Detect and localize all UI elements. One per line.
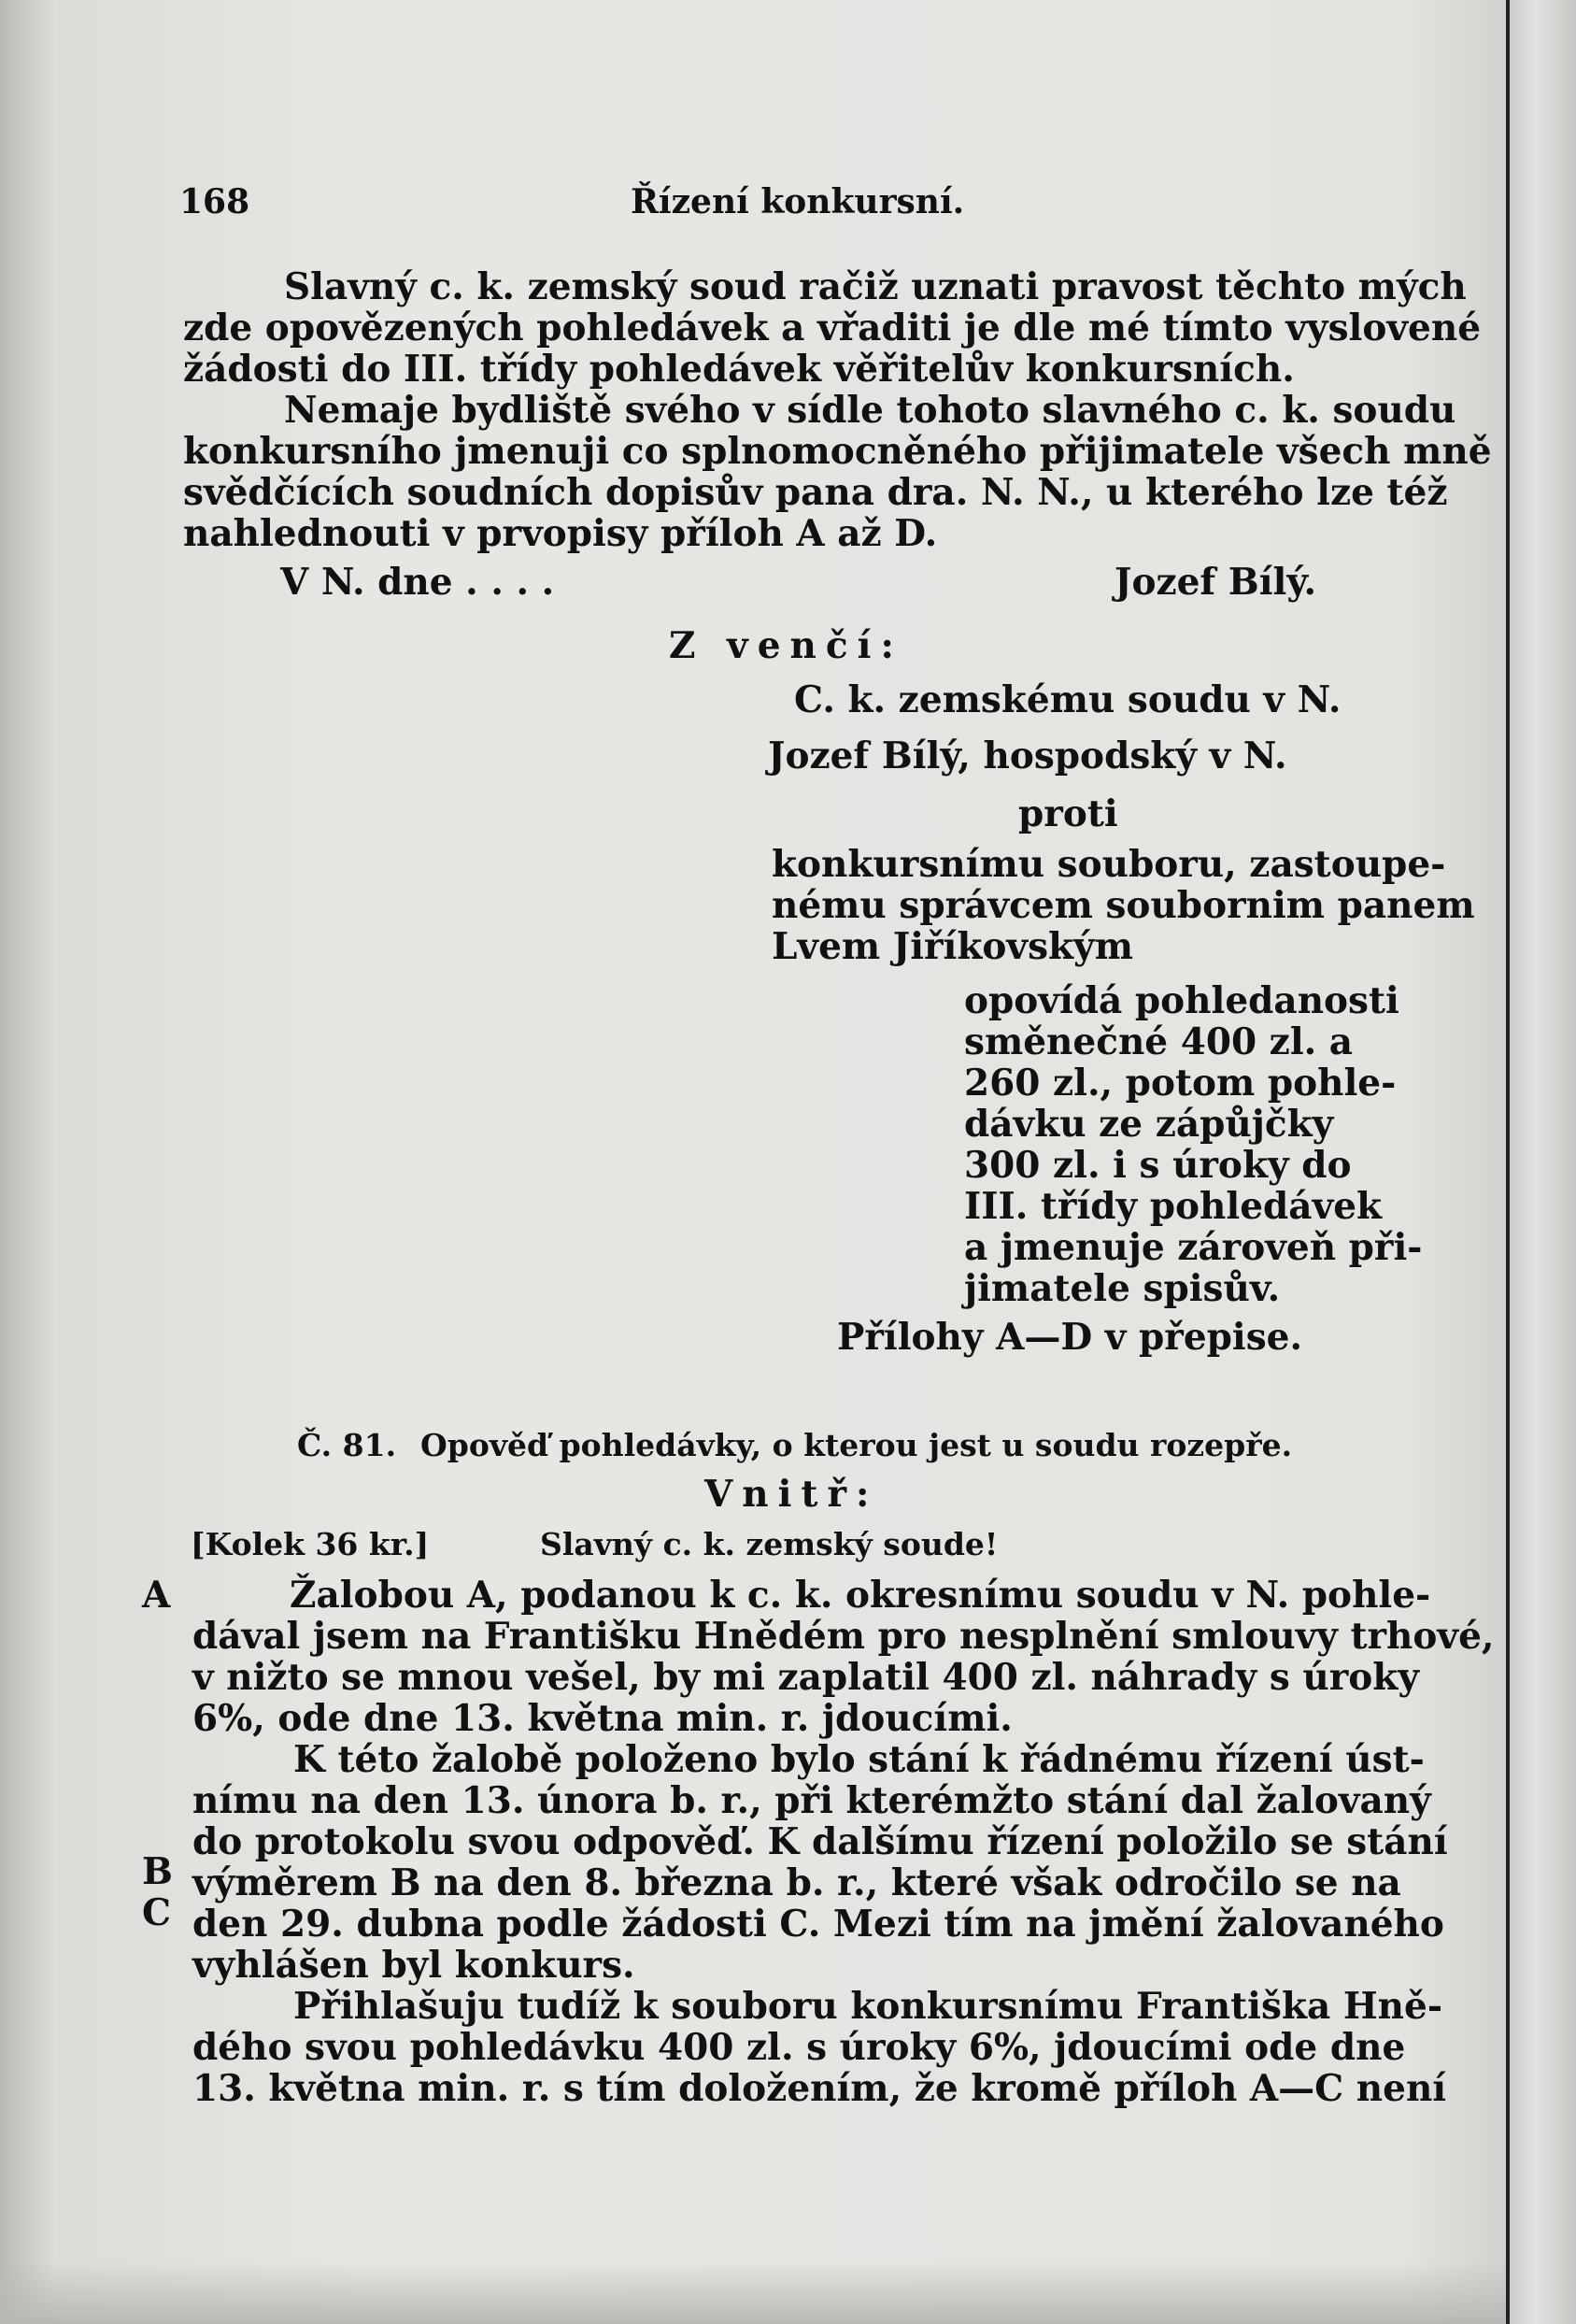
- address-line: Jozef Bílý, hospodský v N.: [768, 734, 1287, 777]
- body-line: Přihlašuju tudíž k souboru konkursnímu Františka Hně-: [293, 1985, 1443, 2028]
- body-line: v nižto se mnou vešel, by mi zaplatil 400 zl. náhrady s úroky: [192, 1656, 1419, 1699]
- body-line: Nemaje bydliště svého v sídle tohoto slavného c. k. soudu: [284, 389, 1456, 432]
- page-number: 168: [179, 182, 250, 221]
- body-line: konkursního jmenuji co splnomocněného přijimatele všech mně: [183, 430, 1492, 473]
- body-line: Žalobou A, podanou k c. k. okresnímu soudu v N. pohle-: [290, 1574, 1431, 1617]
- body-line: den 29. dubna podle žádosti C. Mezi tím na jmění žalovaného: [192, 1903, 1444, 1946]
- body-line: vyhlášen byl konkurs.: [192, 1944, 635, 1987]
- zvenci-heading: Z venčí:: [669, 624, 903, 667]
- body-line: nímu na den 13. února b. r., při kterémžto stání dal žalovaný: [192, 1779, 1431, 1822]
- address-line: Lvem Jiříkovským: [772, 925, 1133, 968]
- summary-line: 300 zl. i s úroky do: [964, 1144, 1352, 1187]
- vnitr-heading: Vnitř:: [704, 1473, 879, 1516]
- body-line: 6%, ode dne 13. května min. r. jdoucími.: [192, 1697, 1013, 1740]
- body-line: nahlednouti v prvopisy příloh A až D.: [183, 512, 938, 555]
- body-line: dého svou pohledávku 400 zl. s úroky 6%, jdoucími ode dne: [192, 2026, 1406, 2069]
- body-line: žádosti do III. třídy pohledávek věřitelův konkursních.: [183, 348, 1295, 391]
- address-line: konkursnímu souboru, zastoupe-: [772, 843, 1446, 886]
- body-line: Slavný c. k. zemský soud račiž uznati pravost těchto mých: [284, 265, 1467, 308]
- address-line: C. k. zemskému soudu v N.: [794, 678, 1342, 721]
- place-date: V N. dne . . . .: [280, 561, 555, 604]
- signature: Jozef Bílý.: [1115, 561, 1317, 604]
- margin-letter: A: [142, 1574, 171, 1617]
- body-line: zde opovězených pohledávek a vřaditi je dle mé tímto vyslovené: [183, 307, 1482, 349]
- summary-line: směnečné 400 zl. a: [964, 1020, 1354, 1063]
- summary-line: III. třídy pohledávek: [964, 1185, 1383, 1228]
- page-edge: [1510, 0, 1576, 2324]
- running-title: Řízení konkursní.: [631, 182, 965, 221]
- address-line: proti: [1018, 792, 1118, 835]
- stamp-note: [Kolek 36 kr.]: [191, 1526, 430, 1562]
- section-title: Opověď pohledávky, o kterou jest u soudu rozepře.: [420, 1427, 1293, 1463]
- summary-line: 260 zl., potom pohle-: [964, 1062, 1397, 1105]
- summary-line: opovídá pohledanosti: [964, 979, 1399, 1022]
- margin-letter: C: [142, 1891, 172, 1934]
- address-line: nému správcem soubornim panem: [772, 884, 1475, 927]
- section-number: Č. 81.: [297, 1427, 397, 1463]
- body-line: do protokolu svou odpověď. K dalšímu řízení položilo se stání: [192, 1820, 1448, 1863]
- summary-line: a jmenuje zároveň při-: [964, 1226, 1423, 1269]
- body-line: 13. května min. r. s tím doložením, že kromě příloh A—C není: [192, 2067, 1447, 2110]
- page-bottom-shadow: [0, 2261, 1506, 2324]
- summary-line: dávku ze zápůjčky: [964, 1103, 1334, 1146]
- body-line: dával jsem na Františku Hnědém pro nesplnění smlouvy trhové,: [192, 1615, 1495, 1658]
- attachments-note: Přílohy A—D v přepise.: [837, 1316, 1303, 1359]
- body-line: svědčících soudních dopisův pana dra. N. N., u kterého lze též: [183, 471, 1448, 514]
- body-line: výměrem B na den 8. března b. r., které však odročilo se na: [192, 1861, 1401, 1904]
- salutation: Slavný c. k. zemský soude!: [540, 1526, 999, 1562]
- margin-letter: B: [142, 1850, 173, 1893]
- summary-line: jimatele spisův.: [964, 1267, 1281, 1310]
- body-line: K této žalobě položeno bylo stání k řádnému řízení úst-: [293, 1738, 1425, 1781]
